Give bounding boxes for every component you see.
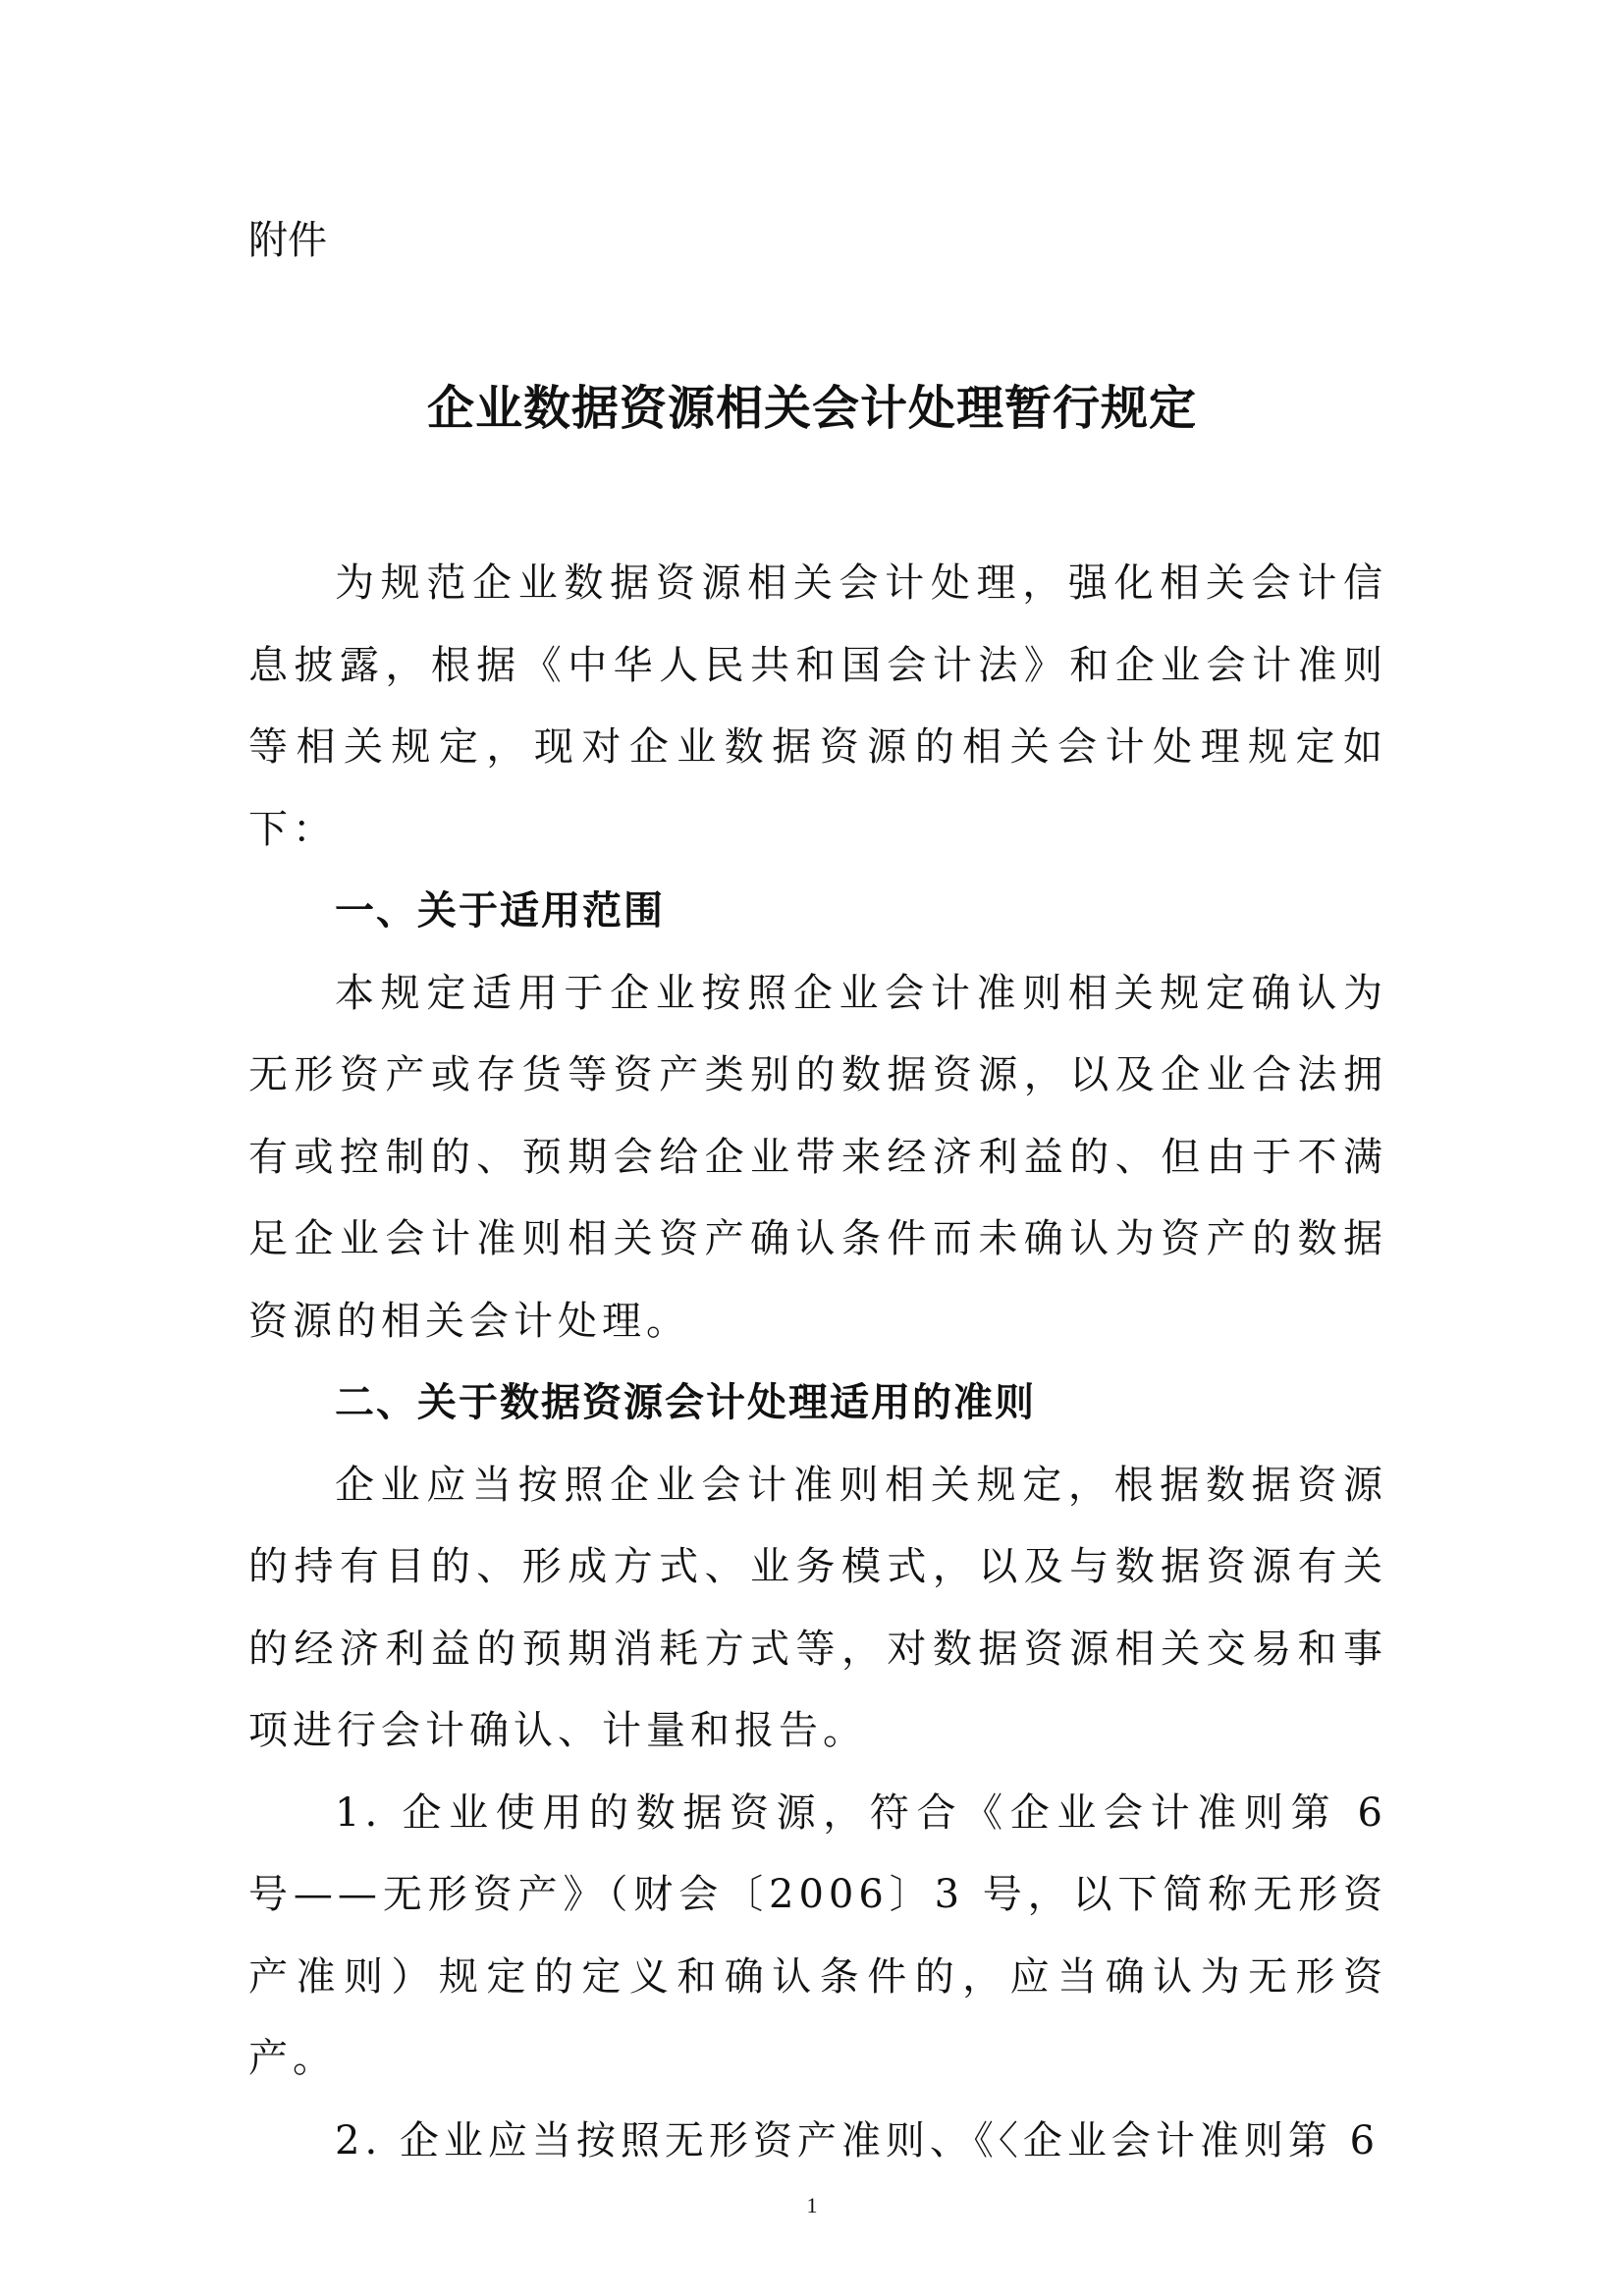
document-title: 企业数据资源相关会计处理暂行规定 [426,381,1197,436]
section-heading-scope: 一、关于适用范围 [335,888,665,934]
section-heading-standards: 二、关于数据资源会计处理适用的准则 [335,1380,1036,1425]
paragraph-standards: 企业应当按照企业会计准则相关规定，根据数据资源的持有目的、形成方式、业务模式，以及与数据资源有关的经济利益的预期消耗方式等，对数据资源相关交易和事项进行会计确认、计量和报告。 [248,1462,1387,1753]
document-body [248,543,1387,2182]
attachment-label: 附件 [248,218,327,263]
page-number: 1 [806,2193,818,2217]
paragraph-scope: 本规定适用于企业按照企业会计准则相关规定确认为无形资产或存货等资产类别的数据资源，以及企业合法拥有或控制的、预期会给企业带来经济利益的、但由于不满足企业会计准则相关资产确认条件而未确认为资产的数据资源的相关会计处理。 [248,970,1387,1344]
paragraph-intro: 为规范企业数据资源相关会计处理，强化相关会计信息披露，根据《中华人民共和国会计法》和企业会计准则等相关规定，现对企业数据资源的相关会计处理规定如下： [248,561,1387,852]
paragraph-item-1: 1. 企业使用的数据资源，符合《企业会计准则第 6 号——无形资产》（财会〔2006〕3 号，以下简称无形资产准则）规定的定义和确认条件的，应当确认为无形资产。 [248,1789,1387,2081]
paragraph-item-2: 2. 企业应当按照无形资产准则、《〈企业会计准则第 6 [335,2117,1380,2163]
